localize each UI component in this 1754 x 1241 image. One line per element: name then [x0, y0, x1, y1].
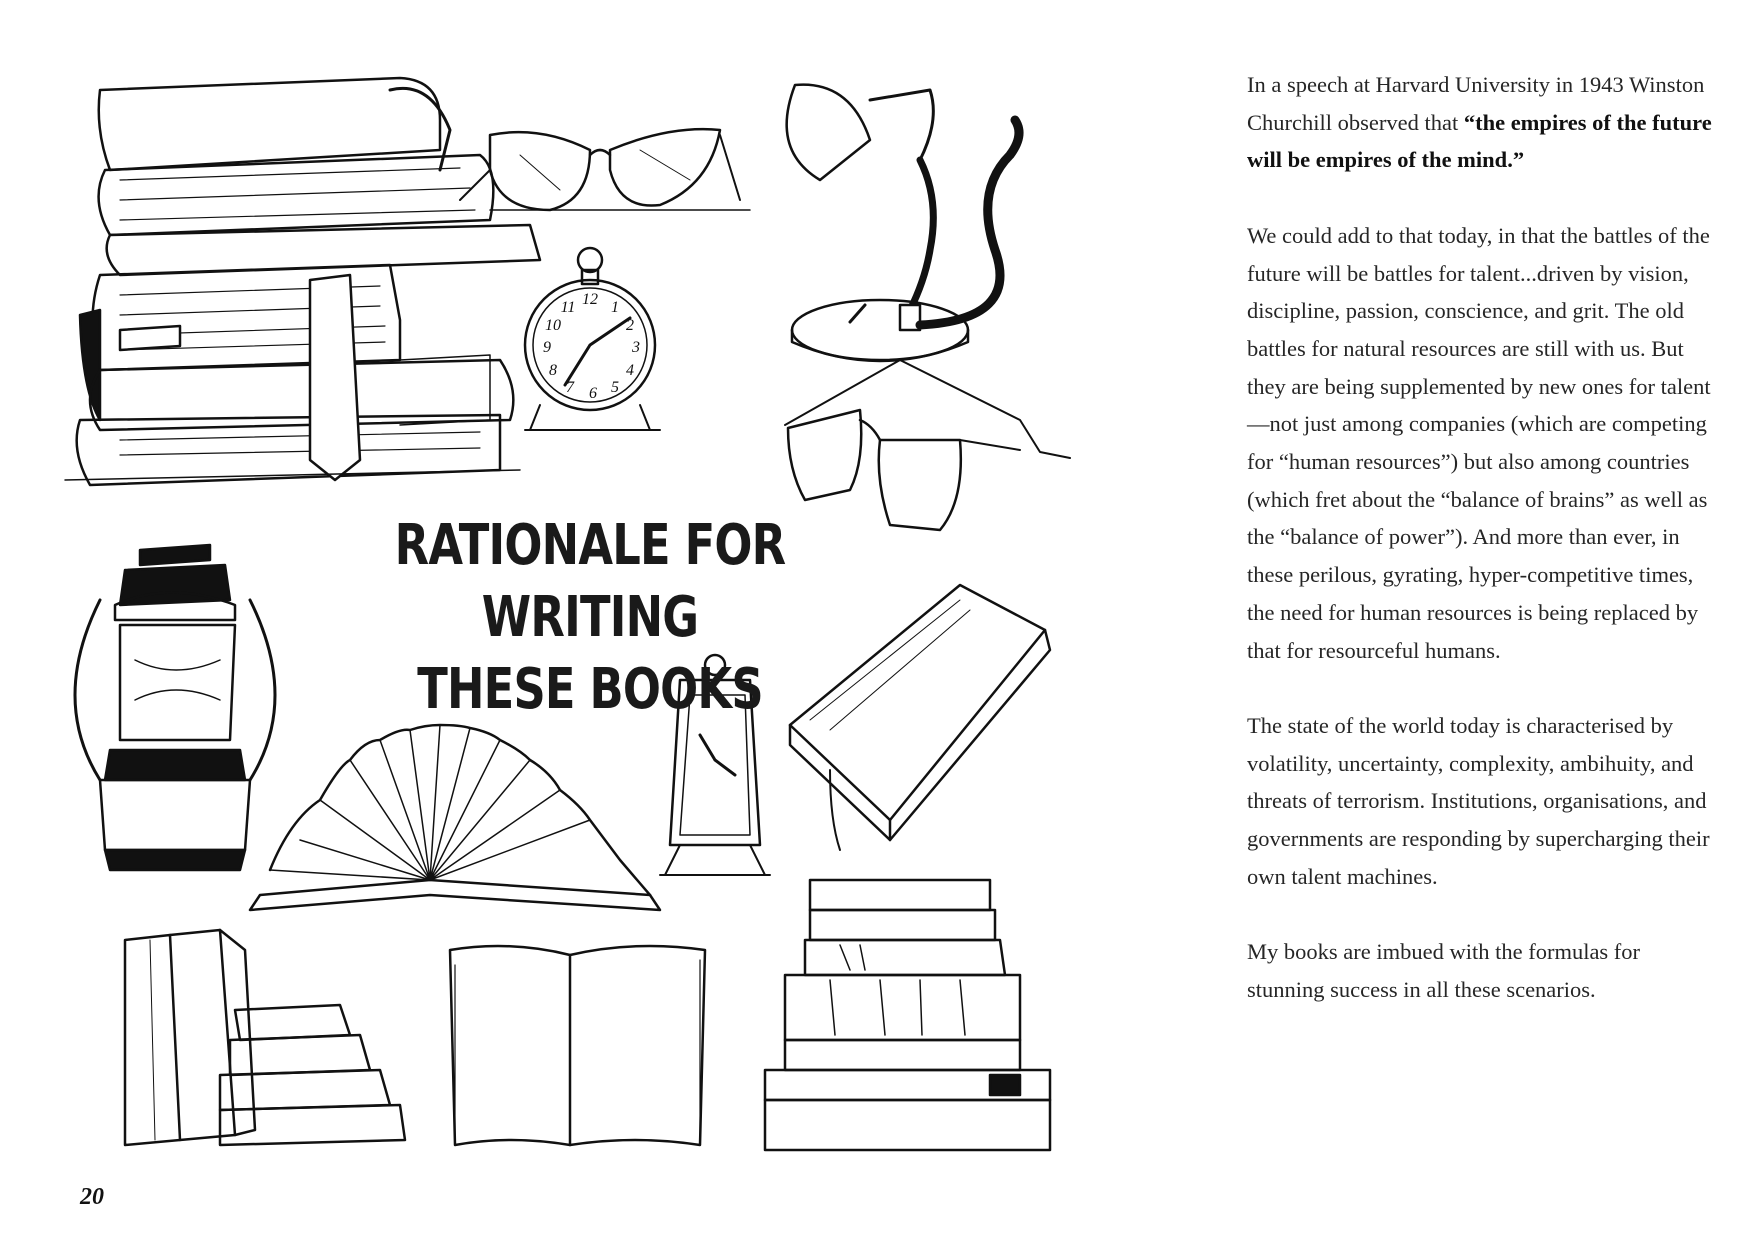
clock-numeral: 12 — [582, 291, 598, 308]
clock-numeral: 3 — [632, 339, 640, 356]
title-line-1: RATIONALE FOR WRITING — [394, 513, 786, 650]
clock-numeral: 2 — [626, 317, 634, 334]
oil-lantern-icon — [75, 545, 275, 870]
page-title — [334, 510, 846, 726]
clock-numeral: 10 — [545, 317, 561, 334]
book-stack-icon — [65, 78, 540, 485]
paragraph-1 — [1247, 66, 1717, 179]
open-book-fan-icon — [250, 725, 660, 910]
cat-eye-glasses-icon — [460, 129, 750, 210]
alarm-clock-icon — [525, 248, 660, 430]
book-row-icon — [125, 930, 405, 1145]
paragraph-3: The state of the world today is characterised by volatility, uncertainty, complexity, ambihuity, and threats of terrorism. Institutions, organisations, and governments are responding by supercharging their own talent machines. — [1247, 712, 1710, 889]
clock-numeral: 4 — [626, 362, 634, 379]
open-blank-book-icon — [450, 946, 705, 1145]
body-text — [1247, 66, 1717, 1046]
desk-lamp-icon — [787, 85, 1019, 361]
paragraph-1-lead: In a speech at Harvard University in 1943 Winston Churchill observed that — [1247, 72, 1705, 135]
clock-numeral: 1 — [611, 299, 619, 316]
book-pile-icon — [765, 880, 1050, 1150]
clock-numeral: 11 — [560, 299, 576, 316]
page-number: 20 — [80, 1184, 104, 1210]
paragraph-2: We could add to that today, in that the battles of the future will be battles for talent...driven by vision, discipline, passion, conscience, and grit. The old battles for natural resources are still with us. But they are being supplemented by new ones for talent—not just among companies (which are competing for “human resources”) but also among countries (which fret about the “balance of brains” as well as the “balance of power”). And more than ever, in these perilous, gyrating, hyper-competitive times, the need for human resources is being replaced by that for resourceful humans. — [1247, 222, 1711, 663]
clock-numeral: 5 — [611, 379, 619, 396]
clock-numeral: 8 — [549, 362, 557, 379]
churchill-quote: “the empires of the future will be empires of the mind.” — [1247, 109, 1712, 173]
eyeglasses-icon — [785, 360, 1070, 530]
paragraph-4: My books are imbued with the formulas for stunning success in all these scenarios. — [1247, 939, 1641, 1002]
clock-numeral: 9 — [543, 339, 551, 356]
clock-numeral: 6 — [589, 385, 597, 402]
clock-numeral: 7 — [566, 379, 574, 396]
title-line-2: THESE BOOKS — [417, 657, 763, 722]
